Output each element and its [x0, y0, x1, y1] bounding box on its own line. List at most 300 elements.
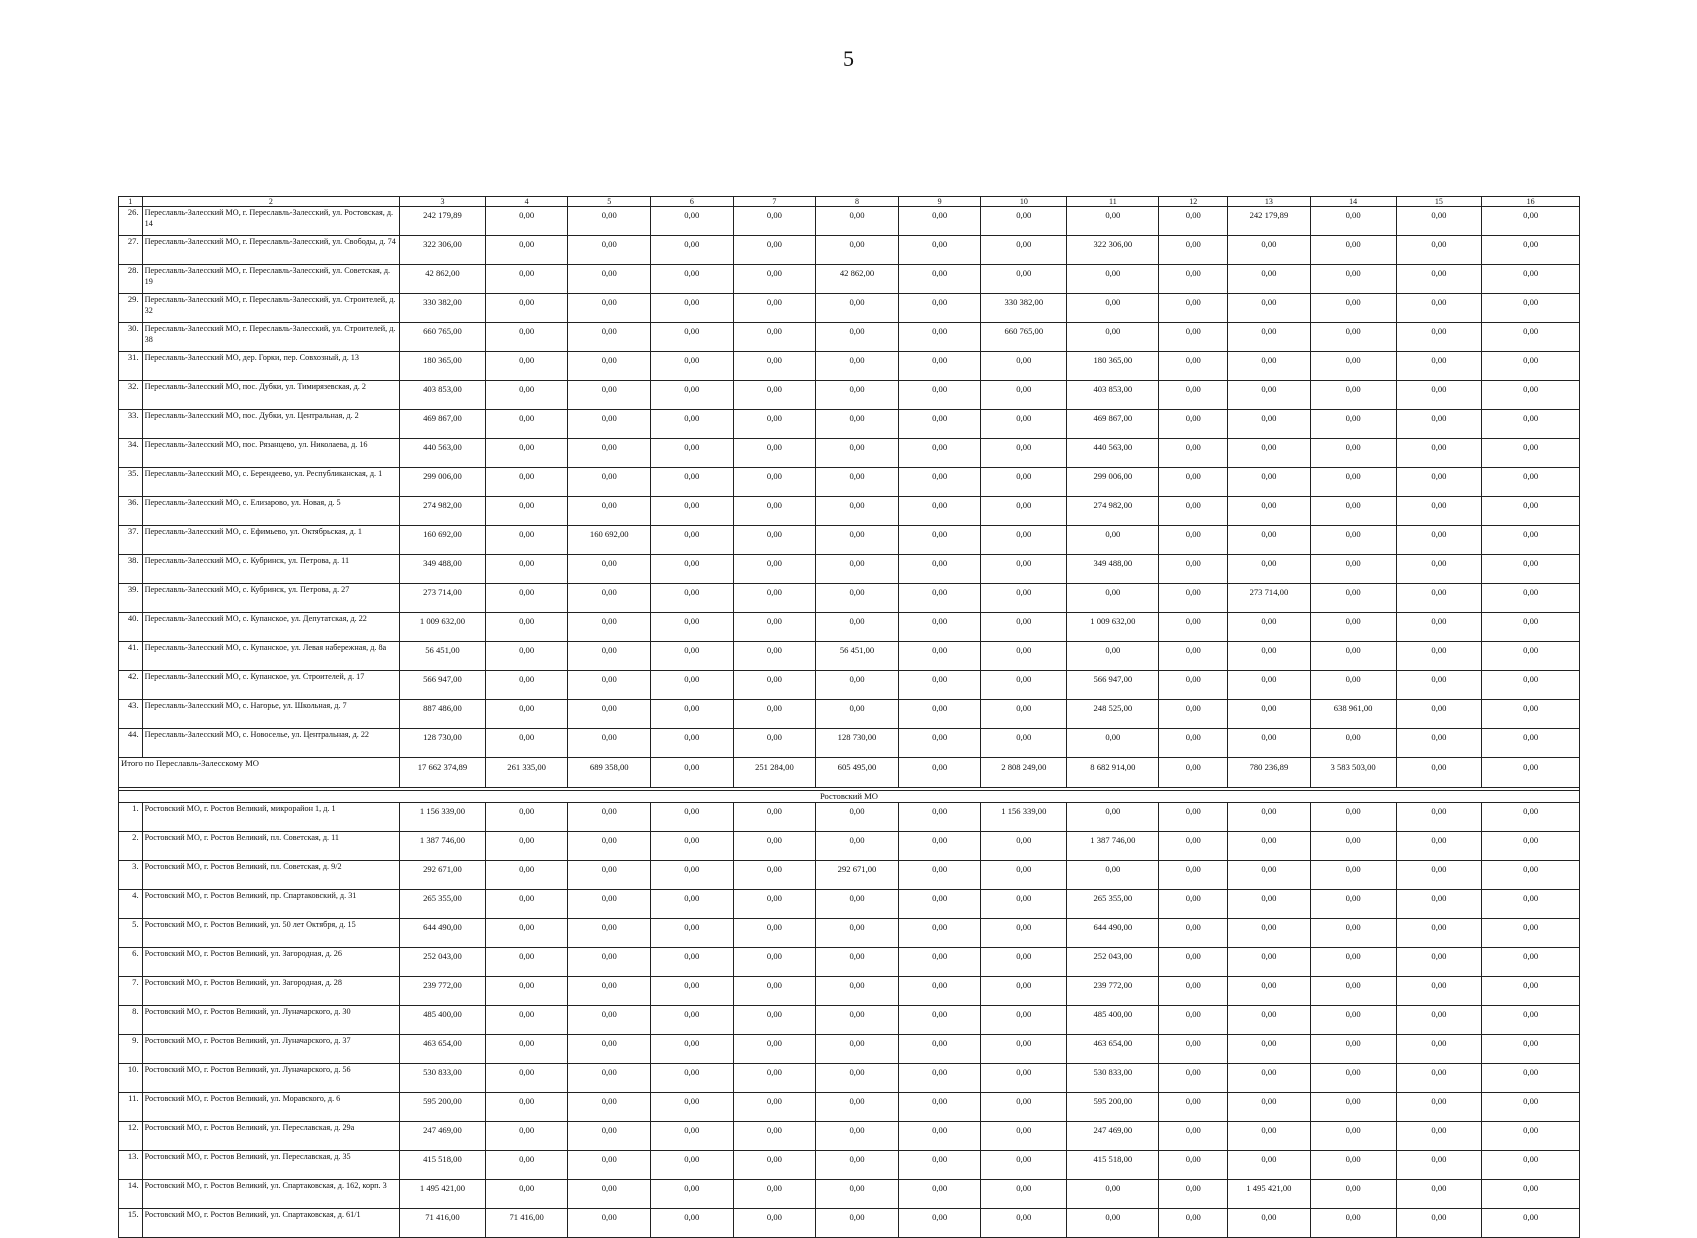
amount-cell: 0,00	[1228, 265, 1311, 294]
amount-cell: 638 961,00	[1310, 700, 1396, 729]
amount-cell: 0,00	[485, 381, 568, 410]
table-row	[119, 294, 1580, 323]
amount-cell: 0,00	[1482, 381, 1580, 410]
amount-cell: 0,00	[1310, 265, 1396, 294]
amount-cell: 0,00	[651, 803, 734, 832]
amount-cell: 0,00	[1310, 410, 1396, 439]
amount-cell: 0,00	[1396, 613, 1482, 642]
amount-cell: 0,00	[1228, 294, 1311, 323]
amount-cell: 0,00	[651, 439, 734, 468]
amount-cell: 1 156 339,00	[981, 803, 1067, 832]
amount-cell: 0,00	[981, 1006, 1067, 1035]
amount-cell: 0,00	[898, 497, 981, 526]
column-header: 4	[485, 197, 568, 207]
table-row	[119, 1122, 1580, 1151]
amount-cell: 0,00	[1310, 642, 1396, 671]
amount-cell: 530 833,00	[400, 1064, 486, 1093]
amount-cell: 0,00	[485, 207, 568, 236]
amount-cell: 0,00	[898, 700, 981, 729]
row-number: 32.	[119, 381, 143, 410]
amount-cell: 0,00	[733, 1209, 816, 1238]
amount-cell: 0,00	[1396, 1209, 1482, 1238]
amount-cell: 0,00	[1159, 729, 1228, 758]
column-header: 16	[1482, 197, 1580, 207]
amount-cell: 0,00	[1310, 890, 1396, 919]
row-number: 39.	[119, 584, 143, 613]
amount-cell: 0,00	[1482, 555, 1580, 584]
amount-cell: 0,00	[816, 700, 899, 729]
column-header: 7	[733, 197, 816, 207]
total-amount-cell: 3 583 503,00	[1310, 758, 1396, 788]
row-number: 13.	[119, 1151, 143, 1180]
amount-cell: 0,00	[1228, 642, 1311, 671]
column-header: 5	[568, 197, 651, 207]
amount-cell: 0,00	[1310, 803, 1396, 832]
amount-cell: 0,00	[1482, 803, 1580, 832]
amount-cell: 0,00	[816, 803, 899, 832]
total-amount-cell: 780 236,89	[1228, 758, 1311, 788]
amount-cell: 0,00	[1396, 642, 1482, 671]
row-number: 40.	[119, 613, 143, 642]
amount-cell: 0,00	[1482, 1122, 1580, 1151]
amount-cell: 128 730,00	[816, 729, 899, 758]
table-row	[119, 1064, 1580, 1093]
amount-cell: 0,00	[733, 700, 816, 729]
amount-cell: 0,00	[1159, 294, 1228, 323]
amount-cell: 0,00	[651, 352, 734, 381]
amount-cell: 299 006,00	[1067, 468, 1159, 497]
amount-cell: 1 009 632,00	[400, 613, 486, 642]
amount-cell: 0,00	[485, 803, 568, 832]
amount-cell: 0,00	[485, 352, 568, 381]
amount-cell: 71 416,00	[485, 1209, 568, 1238]
amount-cell: 0,00	[733, 919, 816, 948]
amount-cell: 0,00	[651, 1006, 734, 1035]
amount-cell: 0,00	[651, 468, 734, 497]
amount-cell: 0,00	[898, 526, 981, 555]
amount-cell: 0,00	[1159, 890, 1228, 919]
amount-cell: 0,00	[485, 919, 568, 948]
amount-cell: 0,00	[568, 919, 651, 948]
row-number: 37.	[119, 526, 143, 555]
amount-cell: 242 179,89	[400, 207, 486, 236]
amount-cell: 0,00	[1396, 265, 1482, 294]
amount-cell: 1 495 421,00	[1228, 1180, 1311, 1209]
amount-cell: 0,00	[1396, 207, 1482, 236]
amount-cell: 0,00	[1482, 1180, 1580, 1209]
amount-cell: 0,00	[981, 729, 1067, 758]
amount-cell: 0,00	[981, 439, 1067, 468]
amount-cell: 71 416,00	[400, 1209, 486, 1238]
amount-cell: 42 862,00	[400, 265, 486, 294]
amount-cell: 0,00	[733, 948, 816, 977]
row-number: 3.	[119, 861, 143, 890]
amount-cell: 0,00	[1396, 294, 1482, 323]
table-row	[119, 265, 1580, 294]
amount-cell: 0,00	[485, 555, 568, 584]
amount-cell: 274 982,00	[1067, 497, 1159, 526]
amount-cell: 0,00	[485, 1122, 568, 1151]
amount-cell: 0,00	[651, 236, 734, 265]
column-header: 6	[651, 197, 734, 207]
amount-cell: 0,00	[733, 1006, 816, 1035]
amount-cell: 252 043,00	[400, 948, 486, 977]
amount-cell: 0,00	[1482, 948, 1580, 977]
amount-cell: 0,00	[1310, 526, 1396, 555]
row-number: 30.	[119, 323, 143, 352]
table-row	[119, 803, 1580, 832]
amount-cell: 0,00	[485, 613, 568, 642]
amount-cell: 0,00	[485, 671, 568, 700]
column-header: 1	[119, 197, 143, 207]
amount-cell: 0,00	[568, 613, 651, 642]
amount-cell: 0,00	[485, 1006, 568, 1035]
amount-cell: 0,00	[898, 381, 981, 410]
row-number: 10.	[119, 1064, 143, 1093]
amount-cell: 0,00	[1159, 1064, 1228, 1093]
amount-cell: 463 654,00	[400, 1035, 486, 1064]
total-amount-cell: 261 335,00	[485, 758, 568, 788]
amount-cell: 0,00	[651, 1122, 734, 1151]
amount-cell: 0,00	[651, 729, 734, 758]
table-row	[119, 1035, 1580, 1064]
table-row	[119, 977, 1580, 1006]
amount-cell: 415 518,00	[400, 1151, 486, 1180]
amount-cell: 0,00	[981, 613, 1067, 642]
amount-cell: 0,00	[733, 642, 816, 671]
amount-cell: 56 451,00	[816, 642, 899, 671]
amount-cell: 0,00	[898, 1122, 981, 1151]
amount-cell: 0,00	[1396, 1064, 1482, 1093]
amount-cell: 0,00	[1067, 1209, 1159, 1238]
total-amount-cell: 689 358,00	[568, 758, 651, 788]
amount-cell: 0,00	[898, 861, 981, 890]
amount-cell: 0,00	[1396, 729, 1482, 758]
amount-cell: 0,00	[1159, 832, 1228, 861]
amount-cell: 0,00	[816, 1006, 899, 1035]
amount-cell: 0,00	[1396, 803, 1482, 832]
address-cell: Ростовский МО, г. Ростов Великий, ул. Загородная, д. 28	[142, 977, 399, 1006]
amount-cell: 0,00	[485, 410, 568, 439]
amount-cell: 0,00	[1310, 1035, 1396, 1064]
amount-cell: 0,00	[568, 1093, 651, 1122]
amount-cell: 0,00	[898, 1006, 981, 1035]
total-amount-cell: 2 808 249,00	[981, 758, 1067, 788]
row-number: 34.	[119, 439, 143, 468]
amount-cell: 0,00	[733, 1151, 816, 1180]
amount-cell: 0,00	[981, 861, 1067, 890]
amount-cell: 0,00	[568, 439, 651, 468]
amount-cell: 0,00	[568, 671, 651, 700]
row-number: 35.	[119, 468, 143, 497]
amount-cell: 0,00	[1228, 977, 1311, 1006]
amount-cell: 415 518,00	[1067, 1151, 1159, 1180]
table-row	[119, 1093, 1580, 1122]
amount-cell: 0,00	[1228, 497, 1311, 526]
amount-cell: 0,00	[816, 832, 899, 861]
total-row	[119, 758, 1580, 788]
amount-cell: 0,00	[898, 207, 981, 236]
row-number: 41.	[119, 642, 143, 671]
section-title-row	[119, 791, 1580, 803]
address-cell: Ростовский МО, г. Ростов Великий, ул. Спартаковская, д. 61/1	[142, 1209, 399, 1238]
amount-cell: 0,00	[1228, 1151, 1311, 1180]
amount-cell: 0,00	[1482, 497, 1580, 526]
amount-cell: 0,00	[568, 294, 651, 323]
amount-cell: 0,00	[733, 1180, 816, 1209]
amount-cell: 0,00	[485, 890, 568, 919]
amount-cell: 330 382,00	[400, 294, 486, 323]
table-row	[119, 236, 1580, 265]
amount-cell: 0,00	[981, 1064, 1067, 1093]
total-amount-cell: 0,00	[1482, 758, 1580, 788]
amount-cell: 0,00	[1482, 294, 1580, 323]
amount-cell: 0,00	[1159, 584, 1228, 613]
amount-cell: 0,00	[1228, 1093, 1311, 1122]
amount-cell: 0,00	[981, 555, 1067, 584]
amount-cell: 0,00	[568, 948, 651, 977]
amount-cell: 0,00	[568, 265, 651, 294]
amount-cell: 0,00	[1067, 294, 1159, 323]
address-cell: Переславль-Залесский МО, с. Кубринск, ул. Петрова, д. 11	[142, 555, 399, 584]
table-row	[119, 861, 1580, 890]
amount-cell: 0,00	[816, 1122, 899, 1151]
row-number: 28.	[119, 265, 143, 294]
amount-cell: 0,00	[1159, 1093, 1228, 1122]
amount-cell: 0,00	[981, 919, 1067, 948]
amount-cell: 0,00	[568, 1035, 651, 1064]
amount-cell: 0,00	[816, 1209, 899, 1238]
amount-cell: 644 490,00	[400, 919, 486, 948]
amount-cell: 0,00	[1396, 700, 1482, 729]
amount-cell: 0,00	[1482, 861, 1580, 890]
amount-cell: 0,00	[568, 410, 651, 439]
amount-cell: 0,00	[816, 207, 899, 236]
amount-cell: 0,00	[1310, 1006, 1396, 1035]
table-row	[119, 323, 1580, 352]
amount-cell: 0,00	[651, 671, 734, 700]
amount-cell: 0,00	[816, 890, 899, 919]
amount-cell: 0,00	[1310, 1122, 1396, 1151]
amount-cell: 644 490,00	[1067, 919, 1159, 948]
amount-cell: 0,00	[1159, 468, 1228, 497]
amount-cell: 0,00	[1310, 497, 1396, 526]
amount-cell: 0,00	[485, 497, 568, 526]
amount-cell: 0,00	[1310, 861, 1396, 890]
table-row	[119, 207, 1580, 236]
amount-cell: 330 382,00	[981, 294, 1067, 323]
amount-cell: 0,00	[733, 1122, 816, 1151]
amount-cell: 0,00	[898, 729, 981, 758]
amount-cell: 292 671,00	[400, 861, 486, 890]
amount-cell: 0,00	[1310, 1064, 1396, 1093]
amount-cell: 0,00	[1482, 729, 1580, 758]
amount-cell: 440 563,00	[1067, 439, 1159, 468]
amount-cell: 0,00	[1396, 352, 1482, 381]
amount-cell: 0,00	[898, 671, 981, 700]
amount-cell: 0,00	[1482, 642, 1580, 671]
amount-cell: 0,00	[816, 671, 899, 700]
amount-cell: 0,00	[1159, 803, 1228, 832]
table-row	[119, 497, 1580, 526]
amount-cell: 0,00	[816, 977, 899, 1006]
row-number: 11.	[119, 1093, 143, 1122]
amount-cell: 322 306,00	[400, 236, 486, 265]
total-amount-cell: 8 682 914,00	[1067, 758, 1159, 788]
amount-cell: 0,00	[1159, 265, 1228, 294]
amount-cell: 0,00	[733, 977, 816, 1006]
amount-cell: 0,00	[1159, 613, 1228, 642]
total-amount-cell: 605 495,00	[816, 758, 899, 788]
amount-cell: 0,00	[1067, 1180, 1159, 1209]
amount-cell: 0,00	[651, 832, 734, 861]
amount-cell: 0,00	[1067, 861, 1159, 890]
address-cell: Переславль-Залесский МО, г. Переславль-Залесский, ул. Ростовская, д. 14	[142, 207, 399, 236]
address-cell: Переславль-Залесский МО, с. Ефимьево, ул. Октябрьская, д. 1	[142, 526, 399, 555]
amount-cell: 0,00	[651, 890, 734, 919]
amount-cell: 0,00	[1159, 526, 1228, 555]
amount-cell: 0,00	[898, 236, 981, 265]
amount-cell: 0,00	[981, 352, 1067, 381]
amount-cell: 0,00	[1228, 410, 1311, 439]
amount-cell: 0,00	[733, 381, 816, 410]
amount-cell: 0,00	[1228, 555, 1311, 584]
address-cell: Ростовский МО, г. Ростов Великий, ул. 50 лет Октября, д. 15	[142, 919, 399, 948]
amount-cell: 0,00	[898, 919, 981, 948]
amount-cell: 0,00	[898, 1180, 981, 1209]
amount-cell: 0,00	[898, 584, 981, 613]
amount-cell: 0,00	[1482, 977, 1580, 1006]
amount-cell: 0,00	[1310, 1093, 1396, 1122]
amount-cell: 0,00	[651, 323, 734, 352]
amount-cell: 0,00	[1159, 207, 1228, 236]
amount-cell: 0,00	[485, 236, 568, 265]
address-cell: Переславль-Залесский МО, с. Кубринск, ул. Петрова, д. 27	[142, 584, 399, 613]
amount-cell: 0,00	[485, 1151, 568, 1180]
amount-cell: 0,00	[651, 977, 734, 1006]
amount-cell: 0,00	[1228, 1064, 1311, 1093]
column-header: 3	[400, 197, 486, 207]
amount-cell: 0,00	[1067, 803, 1159, 832]
amount-cell: 0,00	[816, 294, 899, 323]
amount-cell: 247 469,00	[400, 1122, 486, 1151]
amount-cell: 0,00	[733, 410, 816, 439]
amount-cell: 0,00	[981, 497, 1067, 526]
total-amount-cell: 251 284,00	[733, 758, 816, 788]
amount-cell: 0,00	[733, 1064, 816, 1093]
amount-cell: 0,00	[1310, 294, 1396, 323]
amount-cell: 0,00	[568, 1006, 651, 1035]
amount-cell: 0,00	[485, 1180, 568, 1209]
row-number: 1.	[119, 803, 143, 832]
table-row	[119, 555, 1580, 584]
row-number: 31.	[119, 352, 143, 381]
amount-cell: 273 714,00	[400, 584, 486, 613]
amount-cell: 0,00	[568, 468, 651, 497]
amount-cell: 0,00	[981, 1209, 1067, 1238]
amount-cell: 0,00	[568, 381, 651, 410]
amount-cell: 530 833,00	[1067, 1064, 1159, 1093]
amount-cell: 0,00	[981, 1180, 1067, 1209]
amount-cell: 0,00	[1482, 207, 1580, 236]
address-cell: Переславль-Залесский МО, пос. Рязанцево, ул. Николаева, д. 16	[142, 439, 399, 468]
row-number: 43.	[119, 700, 143, 729]
amount-cell: 0,00	[651, 207, 734, 236]
amount-cell: 0,00	[733, 439, 816, 468]
amount-cell: 0,00	[485, 265, 568, 294]
amount-cell: 0,00	[1482, 352, 1580, 381]
amount-cell: 0,00	[898, 1209, 981, 1238]
amount-cell: 0,00	[981, 381, 1067, 410]
amount-cell: 0,00	[1228, 671, 1311, 700]
amount-cell: 0,00	[568, 1122, 651, 1151]
amount-cell: 0,00	[1310, 555, 1396, 584]
amount-cell: 292 671,00	[816, 861, 899, 890]
amount-cell: 0,00	[568, 832, 651, 861]
amount-cell: 0,00	[1396, 671, 1482, 700]
amount-cell: 0,00	[485, 700, 568, 729]
amount-cell: 0,00	[981, 265, 1067, 294]
amount-cell: 0,00	[1228, 526, 1311, 555]
amount-cell: 0,00	[1159, 1035, 1228, 1064]
row-number: 26.	[119, 207, 143, 236]
amount-cell: 0,00	[898, 613, 981, 642]
amount-cell: 0,00	[898, 323, 981, 352]
amount-cell: 0,00	[1159, 1151, 1228, 1180]
amount-cell: 0,00	[1396, 555, 1482, 584]
amount-cell: 0,00	[898, 1064, 981, 1093]
amount-cell: 0,00	[1310, 468, 1396, 497]
amount-cell: 0,00	[1310, 948, 1396, 977]
amount-cell: 0,00	[1310, 207, 1396, 236]
amount-cell: 0,00	[1396, 497, 1482, 526]
amount-cell: 0,00	[981, 236, 1067, 265]
amount-cell: 1 009 632,00	[1067, 613, 1159, 642]
row-number: 7.	[119, 977, 143, 1006]
amount-cell: 0,00	[981, 948, 1067, 977]
amount-cell: 0,00	[898, 832, 981, 861]
amount-cell: 0,00	[1396, 1093, 1482, 1122]
row-number: 36.	[119, 497, 143, 526]
address-cell: Переславль-Залесский МО, г. Переславль-Залесский, ул. Свободы, д. 74	[142, 236, 399, 265]
amount-cell: 0,00	[733, 207, 816, 236]
register-table	[118, 196, 1580, 1238]
amount-cell: 0,00	[1482, 1035, 1580, 1064]
address-cell: Переславль-Залесский МО, с. Купанское, ул. Депутатская, д. 22	[142, 613, 399, 642]
amount-cell: 0,00	[1482, 613, 1580, 642]
table-row	[119, 642, 1580, 671]
address-cell: Переславль-Залесский МО, г. Переславль-Залесский, ул. Советская, д. 19	[142, 265, 399, 294]
amount-cell: 0,00	[1159, 1209, 1228, 1238]
amount-cell: 0,00	[485, 729, 568, 758]
address-cell: Ростовский МО, г. Ростов Великий, ул. Переславская, д. 29а	[142, 1122, 399, 1151]
amount-cell: 485 400,00	[400, 1006, 486, 1035]
amount-cell: 660 765,00	[981, 323, 1067, 352]
total-amount-cell: 0,00	[651, 758, 734, 788]
total-amount-cell: 0,00	[1159, 758, 1228, 788]
column-header: 8	[816, 197, 899, 207]
amount-cell: 0,00	[1396, 526, 1482, 555]
amount-cell: 0,00	[568, 700, 651, 729]
amount-cell: 0,00	[1228, 948, 1311, 977]
amount-cell: 0,00	[898, 1035, 981, 1064]
amount-cell: 0,00	[651, 919, 734, 948]
amount-cell: 239 772,00	[400, 977, 486, 1006]
amount-cell: 0,00	[1228, 729, 1311, 758]
amount-cell: 0,00	[1159, 671, 1228, 700]
amount-cell: 0,00	[568, 1151, 651, 1180]
address-cell: Переславль-Залесский МО, с. Берендеево, ул. Республиканская, д. 1	[142, 468, 399, 497]
